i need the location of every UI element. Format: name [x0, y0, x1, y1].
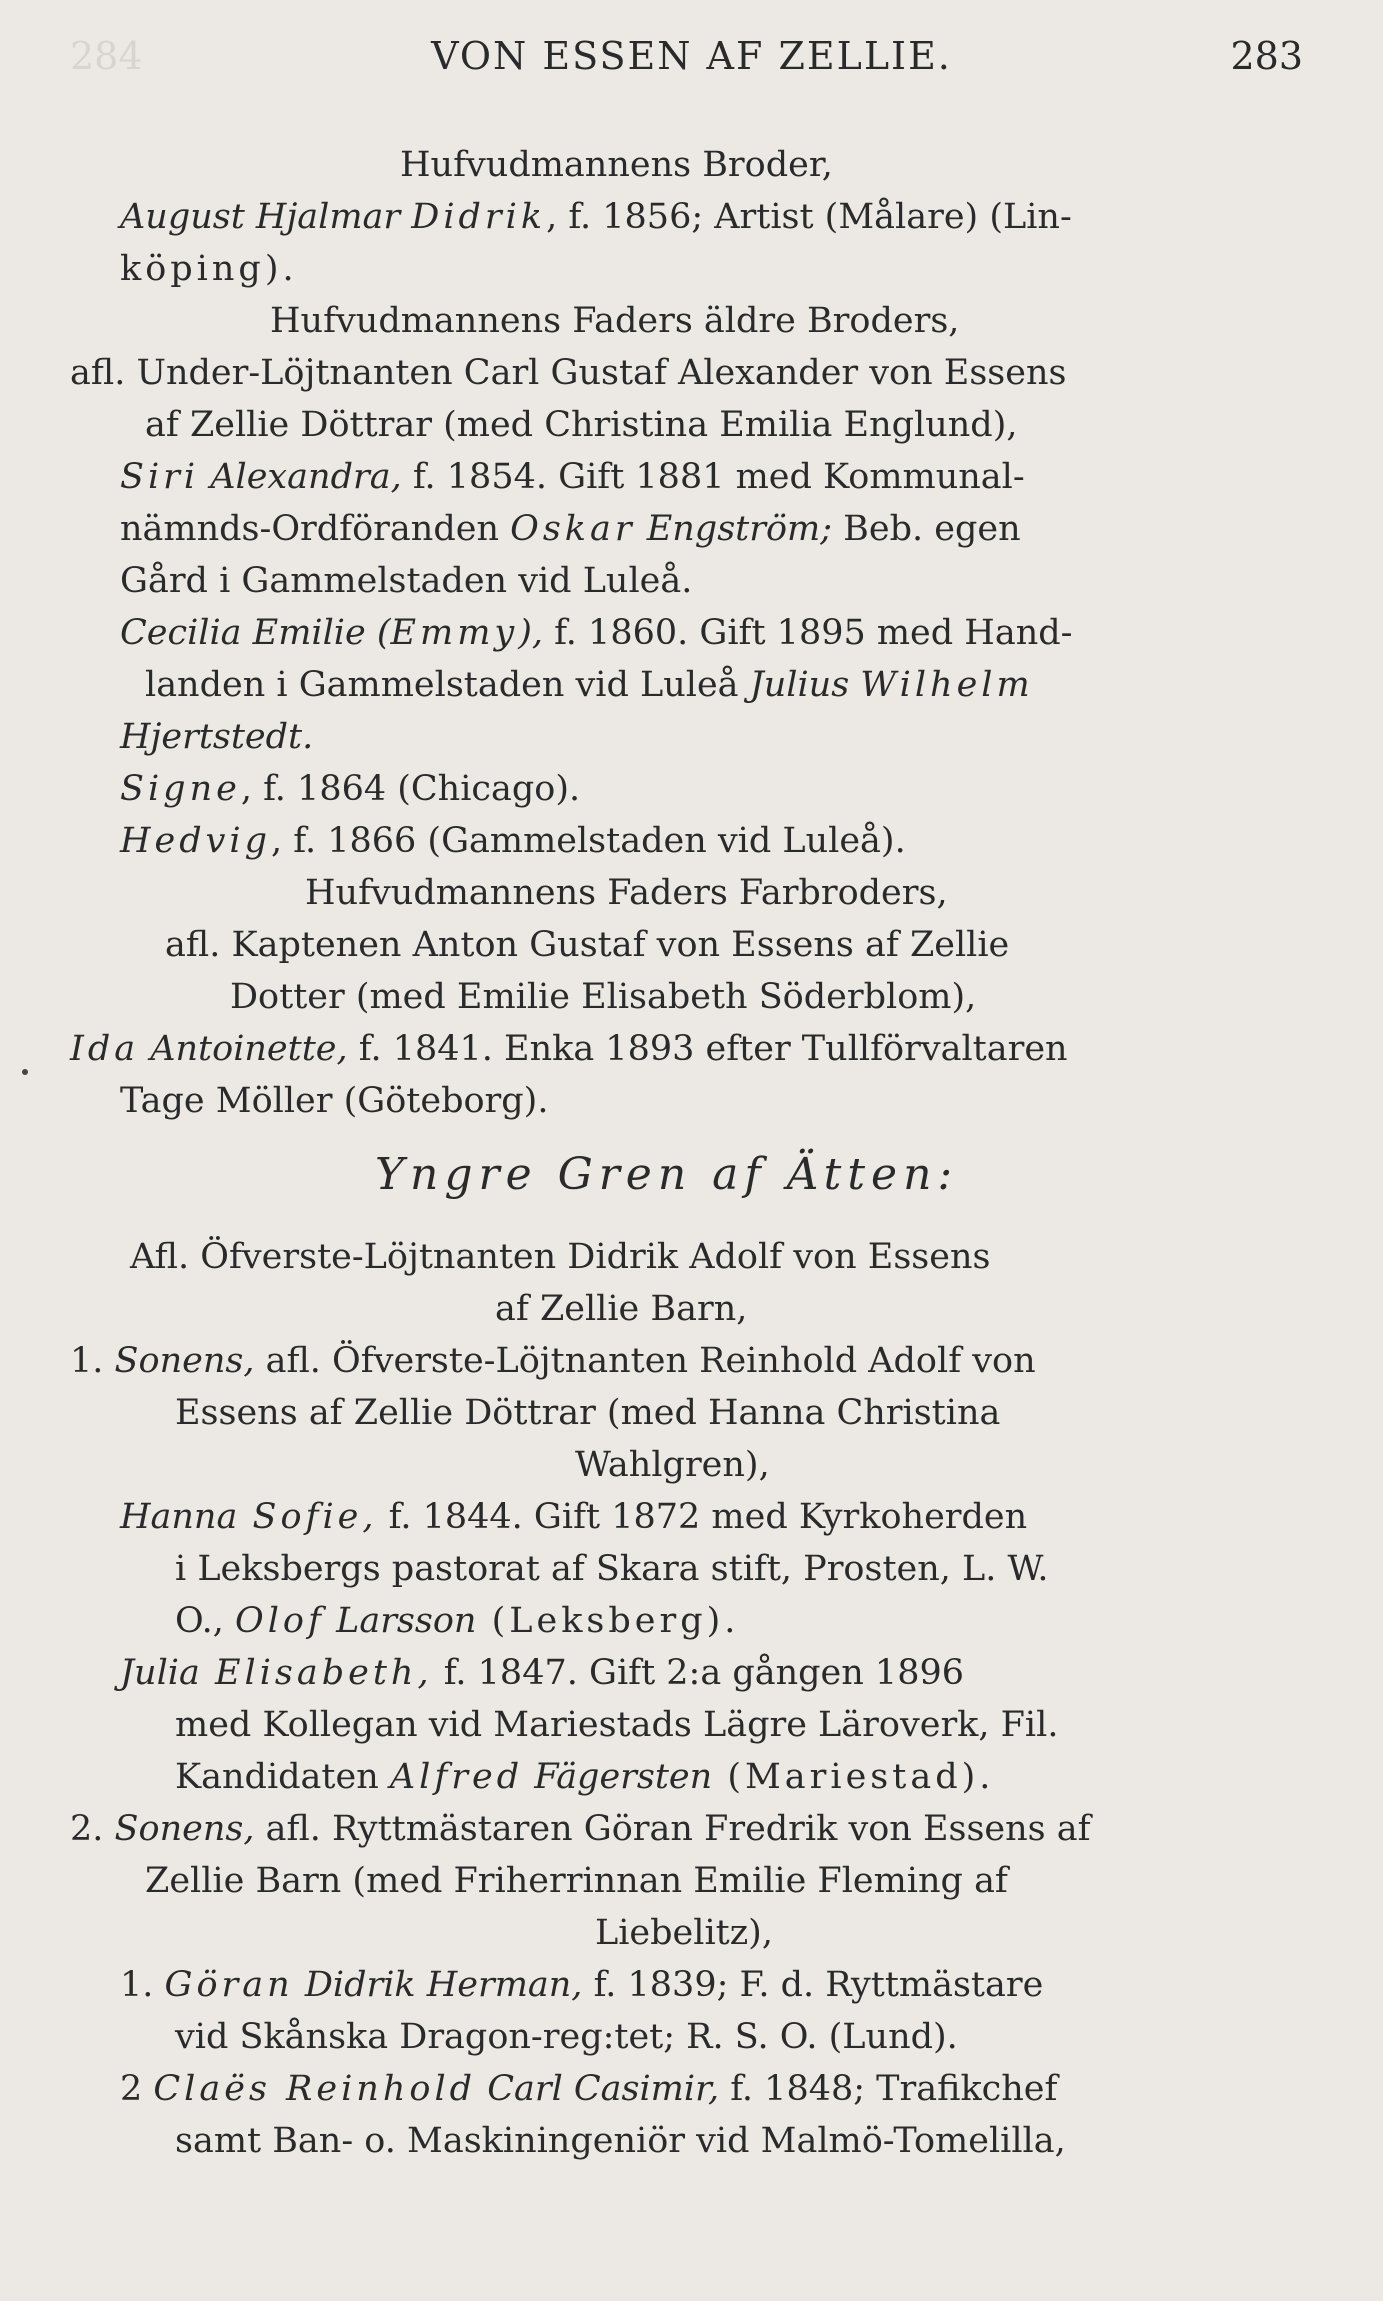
text-line-27: i Leksbergs pastorat af Skara stift, Prosten, L. W.	[175, 1549, 1049, 1589]
text-line-8: nämnds-Ordföranden Oskar Engström; Beb. egen	[120, 509, 1021, 549]
text-line-7: Siri Alexandra, f. 1854. Gift 1881 med Kommunal-	[120, 457, 1025, 497]
text-line-29: Julia Elisabeth, f. 1847. Gift 2:a gången 1896	[120, 1653, 965, 1693]
text-line-24: Essens af Zellie Döttrar (med Hanna Christina	[175, 1393, 1001, 1433]
section-heading: Yngre Gren af Ätten:	[375, 1149, 959, 1200]
text-line-30: med Kollegan vid Mariestads Lägre Läroverk, Fil.	[175, 1705, 1059, 1745]
text-line-16: afl. Kaptenen Anton Gustaf von Essens af Zellie	[165, 925, 1010, 965]
text-line-1: Hufvudmannens Broder,	[400, 145, 833, 185]
text-line-4: Hufvudmannens Faders äldre Broders,	[270, 301, 960, 341]
text-line-26: Hanna Sofie, f. 1844. Gift 1872 med Kyrkoherden	[120, 1497, 1028, 1537]
text-line-32: 2. Sonens, afl. Ryttmästaren Göran Fredrik von Essens af	[70, 1809, 1091, 1849]
text-line-5: afl. Under-Löjtnanten Carl Gustaf Alexander von Essens	[70, 353, 1067, 393]
text-line-25: Wahlgren),	[575, 1445, 770, 1485]
text-line-23: 1. Sonens, afl. Öfverste-Löjtnanten Reinhold Adolf von	[70, 1341, 1036, 1381]
text-line-11: landen i Gammelstaden vid Luleå Julius Wilhelm	[145, 665, 1034, 705]
text-line-31: Kandidaten Alfred Fägersten (Mariestad).	[175, 1757, 995, 1797]
text-line-17: Dotter (med Emilie Elisabeth Söderblom),	[230, 977, 977, 1017]
text-line-12: Hjertstedt.	[120, 717, 314, 757]
text-line-3: köping).	[120, 249, 298, 289]
text-line-36: vid Skånska Dragon-reg:tet; R. S. O. (Lund).	[175, 2017, 958, 2057]
text-line-21: Afl. Öfverste-Löjtnanten Didrik Adolf von Essens	[130, 1237, 991, 1277]
text-line-10: Cecilia Emilie (Emmy), f. 1860. Gift 1895 med Hand-	[120, 613, 1073, 653]
text-line-18: Ida Antoinette, f. 1841. Enka 1893 efter Tullförvaltaren	[70, 1029, 1068, 1069]
running-header: VON ESSEN AF ZELLIE.	[431, 34, 952, 78]
text-line-6: af Zellie Döttrar (med Christina Emilia Englund),	[145, 405, 1018, 445]
stray-ink-dot	[22, 1069, 28, 1075]
text-line-38: samt Ban- o. Maskiningeniör vid Malmö-Tomelilla,	[175, 2121, 1066, 2161]
text-line-13: Signe, f. 1864 (Chicago).	[120, 769, 581, 809]
ghost-page-number: 284	[70, 34, 143, 78]
text-line-19: Tage Möller (Göteborg).	[120, 1081, 549, 1121]
page-number: 283	[1230, 34, 1303, 78]
text-line-33: Zellie Barn (med Friherrinnan Emilie Fleming af	[145, 1861, 1008, 1901]
text-line-37: 2 Claës Reinhold Carl Casimir, f. 1848; Trafikchef	[120, 2069, 1058, 2109]
text-line-34: Liebelitz),	[595, 1913, 773, 1953]
text-line-2: August Hjalmar Didrik, f. 1856; Artist (Målare) (Lin-	[120, 197, 1072, 237]
text-line-22: af Zellie Barn,	[495, 1289, 748, 1329]
text-line-15: Hufvudmannens Faders Farbroders,	[305, 873, 948, 913]
text-line-14: Hedvig, f. 1866 (Gammelstaden vid Luleå).	[120, 821, 906, 861]
text-line-35: 1. Göran Didrik Herman, f. 1839; F. d. Ryttmästare	[120, 1965, 1044, 2005]
text-line-9: Gård i Gammelstaden vid Luleå.	[120, 561, 693, 601]
text-line-28: O., Olof Larsson (Leksberg).	[175, 1601, 740, 1641]
